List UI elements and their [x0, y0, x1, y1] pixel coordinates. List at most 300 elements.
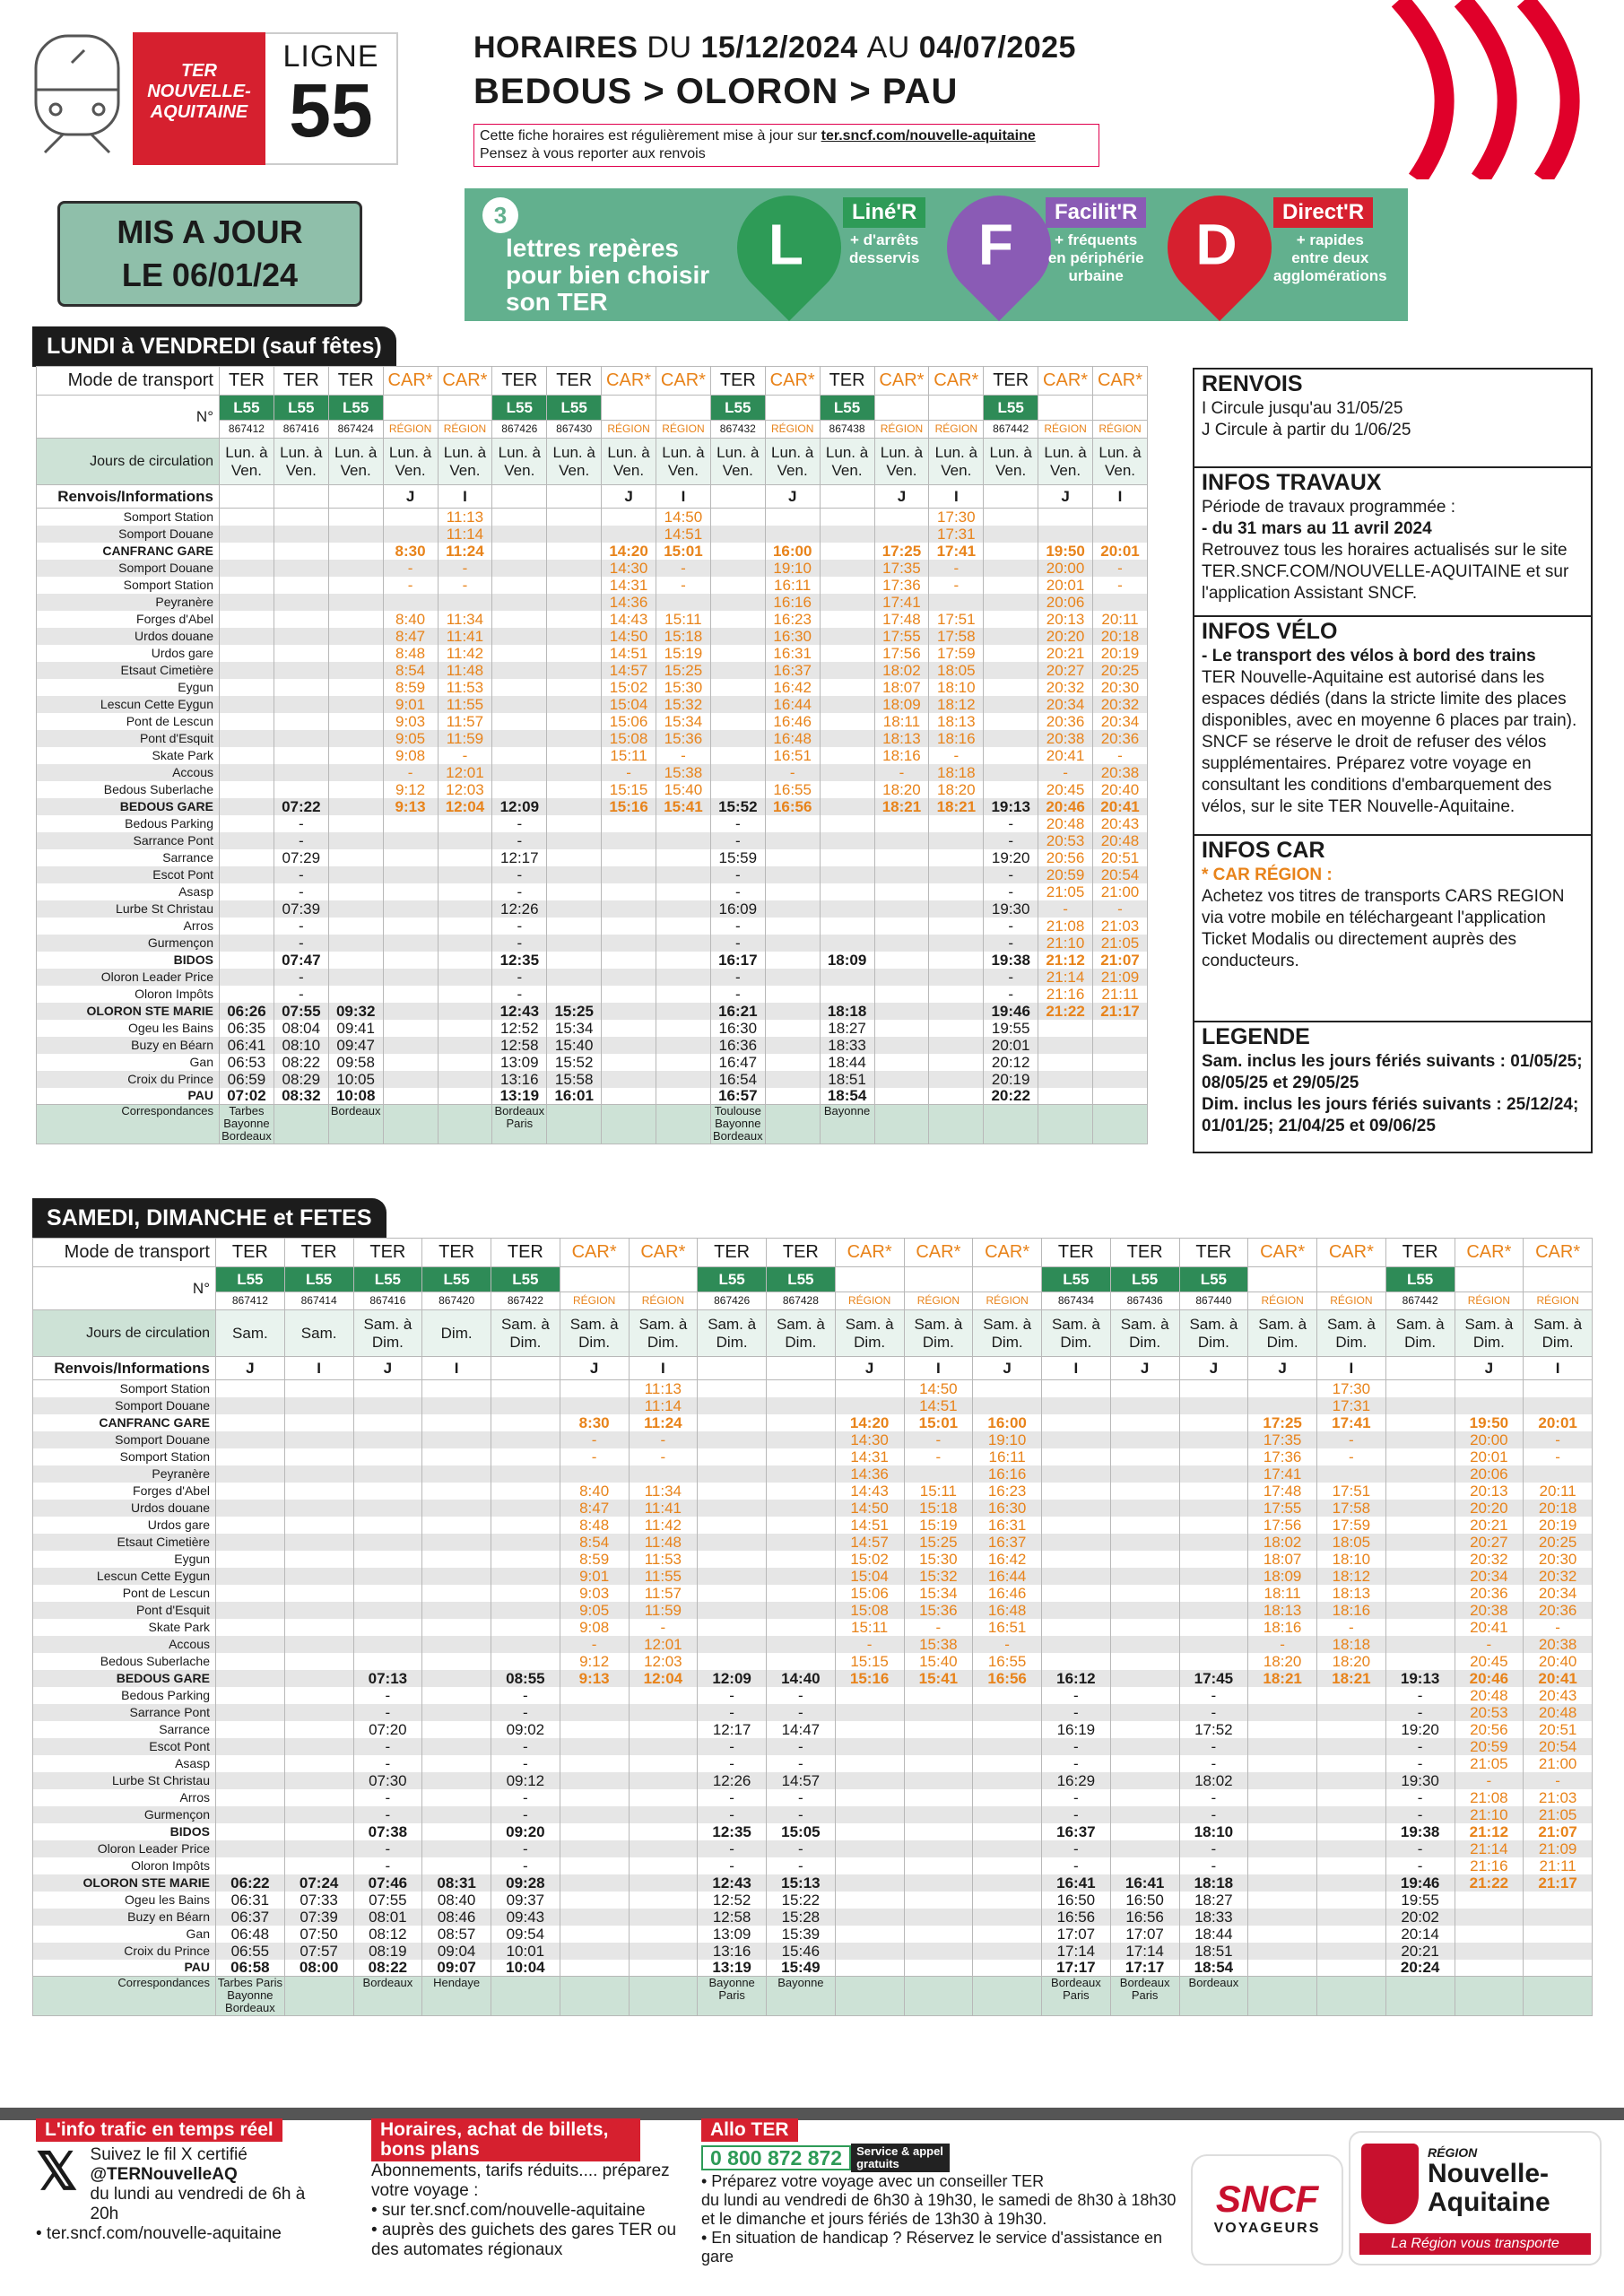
- stop-time: 14:51: [656, 526, 711, 543]
- stop-time: [929, 849, 984, 866]
- stop-time: [220, 662, 274, 679]
- stop-time: 20:46: [1038, 798, 1093, 815]
- stop-time: [767, 1500, 836, 1517]
- stop-time: [1248, 1857, 1317, 1874]
- stop-time: [560, 1926, 629, 1943]
- train-number: 867414: [284, 1292, 353, 1310]
- stop-time: [560, 1960, 629, 1977]
- stop-time: [284, 1823, 353, 1840]
- stop-time: 20:22: [984, 1088, 1038, 1105]
- stop-time: [874, 883, 929, 900]
- stop-time: [698, 1500, 767, 1517]
- stop-time: [547, 798, 602, 815]
- stop-time: 14:40: [767, 1670, 836, 1687]
- stop-time: [560, 1789, 629, 1806]
- stop-time: [1038, 1020, 1093, 1037]
- renvois-row-cell: [767, 1357, 836, 1380]
- stop-name: Urdos douane: [37, 628, 220, 645]
- stop-time: [422, 1687, 491, 1704]
- stop-time: [874, 815, 929, 832]
- stop-time: [1317, 1857, 1386, 1874]
- stop-time: 15:08: [835, 1602, 904, 1619]
- stop-time: [216, 1636, 285, 1653]
- stop-time: [284, 1619, 353, 1636]
- stop-time: -: [698, 1806, 767, 1823]
- stop-time: [973, 1823, 1042, 1840]
- stop-time: [328, 747, 383, 764]
- stop-time: [698, 1517, 767, 1534]
- stop-time: [491, 1517, 560, 1534]
- stop-name: Ogeu les Bains: [37, 1020, 220, 1037]
- stop-time: [1110, 1670, 1179, 1687]
- stop-time: [904, 1943, 973, 1960]
- line-cell: L55: [353, 1267, 422, 1292]
- stop-time: [973, 1806, 1042, 1823]
- stop-time: -: [1524, 1619, 1593, 1636]
- stop-name: Sarrance: [33, 1721, 216, 1738]
- directer-desc: entre deux: [1291, 249, 1369, 266]
- stop-time: 16:16: [765, 594, 820, 611]
- faciliter-label: [1046, 197, 1146, 285]
- stop-time: [383, 935, 438, 952]
- stop-time: 14:36: [602, 594, 656, 611]
- directer-desc: agglomérations: [1273, 267, 1387, 284]
- stop-time: [698, 1397, 767, 1414]
- stop-time: -: [1524, 1448, 1593, 1465]
- liner-desc: + d'arrêts: [850, 231, 919, 248]
- stop-time: 20:18: [1524, 1500, 1593, 1517]
- stop-time: [274, 730, 328, 747]
- stop-time: 13:16: [492, 1071, 547, 1088]
- stop-time: 20:48: [1524, 1704, 1593, 1721]
- stop-time: [216, 1704, 285, 1721]
- stop-time: [422, 1721, 491, 1738]
- stop-time: [1248, 1738, 1317, 1755]
- days-row-cell: Sam.: [216, 1310, 285, 1357]
- correspondances-row-cell: [491, 1977, 560, 2016]
- stop-time: -: [560, 1431, 629, 1448]
- mode-row: [37, 367, 1148, 396]
- stop-row: [33, 1397, 1593, 1414]
- mode-row-cell: CAR*: [383, 367, 438, 396]
- stop-time: [629, 1721, 698, 1738]
- stop-time: [547, 679, 602, 696]
- stop-time: [1317, 1465, 1386, 1483]
- stop-time: [422, 1551, 491, 1568]
- stop-time: -: [767, 1840, 836, 1857]
- stop-name: CANFRANC GARE: [37, 543, 220, 560]
- intro-line: lettres repères: [506, 234, 680, 262]
- stop-time: 18:21: [1317, 1670, 1386, 1687]
- ligne-badge: [265, 32, 398, 165]
- stop-time: [438, 1088, 492, 1105]
- stop-time: [216, 1431, 285, 1448]
- stop-time: 09:58: [328, 1054, 383, 1071]
- stop-time: 8:40: [383, 611, 438, 628]
- stop-time: [820, 662, 874, 679]
- stop-time: [904, 1874, 973, 1892]
- stop-time: 20:01: [1524, 1414, 1593, 1431]
- stop-time: 12:43: [698, 1874, 767, 1892]
- stop-time: 9:05: [560, 1602, 629, 1619]
- stop-time: 15:15: [835, 1653, 904, 1670]
- mode-row-cell: TER: [328, 367, 383, 396]
- stop-time: [353, 1568, 422, 1585]
- stop-time: 20:51: [1524, 1721, 1593, 1738]
- stop-time: [438, 849, 492, 866]
- stop-time: [767, 1431, 836, 1448]
- stop-time: 16:30: [765, 628, 820, 645]
- stop-time: [929, 986, 984, 1003]
- stop-time: [274, 526, 328, 543]
- stop-time: [698, 1585, 767, 1602]
- days-row-cell: Lun. à Ven.: [656, 439, 711, 485]
- stop-time: 8:47: [560, 1500, 629, 1517]
- stop-time: [765, 935, 820, 952]
- stop-time: 18:20: [929, 781, 984, 798]
- stop-name: Sarrance: [37, 849, 220, 866]
- stop-time: [973, 1380, 1042, 1397]
- stop-name: Buzy en Béarn: [37, 1037, 220, 1054]
- stop-row: [37, 935, 1148, 952]
- stop-row: [37, 1020, 1148, 1037]
- stop-time: [767, 1465, 836, 1483]
- stop-time: 9:12: [560, 1653, 629, 1670]
- liner-pin-icon: [716, 174, 863, 321]
- train-number: 867416: [274, 421, 328, 439]
- ter-logo: [133, 32, 265, 165]
- stop-time: [929, 1071, 984, 1088]
- phone-number[interactable]: 0 800 872 872: [701, 2145, 851, 2170]
- stop-row: [37, 1088, 1148, 1105]
- stop-time: [328, 849, 383, 866]
- stop-time: -: [1524, 1772, 1593, 1789]
- stop-time: [216, 1772, 285, 1789]
- stop-time: [698, 1465, 767, 1483]
- trafic-link[interactable]: • ter.sncf.com/nouvelle-aquitaine: [36, 2224, 282, 2243]
- stop-time: [220, 900, 274, 918]
- stop-time: 16:47: [710, 1054, 765, 1071]
- stop-time: [1042, 1483, 1111, 1500]
- correspondances-row-cell: [438, 1105, 492, 1144]
- train-number: 867442: [1385, 1292, 1455, 1310]
- stop-time: [1385, 1653, 1455, 1670]
- stop-time: [984, 645, 1038, 662]
- stop-time: [820, 645, 874, 662]
- stop-row: [37, 594, 1148, 611]
- stop-time: [874, 832, 929, 849]
- stop-time: [1038, 509, 1093, 526]
- stop-time: -: [767, 1687, 836, 1704]
- days-row-cell: Sam. à Dim.: [1385, 1310, 1455, 1357]
- stop-time: [904, 1857, 973, 1874]
- stop-row: [37, 798, 1148, 815]
- stop-row: [33, 1585, 1593, 1602]
- stop-name: Forges d'Abel: [33, 1483, 216, 1500]
- stop-time: [1248, 1789, 1317, 1806]
- stop-time: 07:39: [274, 900, 328, 918]
- stop-time: 07:39: [284, 1909, 353, 1926]
- stop-time: -: [1179, 1840, 1248, 1857]
- line-cell: [929, 396, 984, 421]
- stop-time: -: [438, 577, 492, 594]
- stop-time: [1093, 1088, 1148, 1105]
- stop-time: 18:16: [1248, 1619, 1317, 1636]
- stop-time: 17:55: [874, 628, 929, 645]
- stop-time: -: [492, 866, 547, 883]
- stop-time: [220, 577, 274, 594]
- update-note: [473, 124, 1099, 167]
- stop-time: [984, 696, 1038, 713]
- stop-time: 16:23: [765, 611, 820, 628]
- stop-time: 21:17: [1524, 1874, 1593, 1892]
- stop-time: 18:02: [1179, 1772, 1248, 1789]
- correspondances-row-cell: [560, 1977, 629, 2016]
- stop-time: 10:05: [328, 1071, 383, 1088]
- stop-time: 20:30: [1524, 1551, 1593, 1568]
- stop-time: 18:33: [820, 1037, 874, 1054]
- mode-row-cell: TER: [820, 367, 874, 396]
- stop-time: [874, 1088, 929, 1105]
- stop-time: [491, 1397, 560, 1414]
- stop-time: [353, 1448, 422, 1465]
- stop-time: [492, 679, 547, 696]
- stop-time: [904, 1687, 973, 1704]
- stop-time: 14:31: [602, 577, 656, 594]
- stop-time: 18:44: [1179, 1926, 1248, 1943]
- stop-time: -: [656, 577, 711, 594]
- stop-time: [984, 594, 1038, 611]
- stop-time: [383, 815, 438, 832]
- stop-time: [1038, 526, 1093, 543]
- stop-time: -: [383, 764, 438, 781]
- route-title: BEDOUS > OLORON > PAU: [473, 72, 959, 111]
- renvois-row-cell: [492, 485, 547, 509]
- stop-time: [438, 594, 492, 611]
- stop-time: [560, 1772, 629, 1789]
- stop-time: [629, 1806, 698, 1823]
- days-row-cell: Lun. à Ven.: [602, 439, 656, 485]
- stop-time: 08:40: [422, 1892, 491, 1909]
- note-link[interactable]: ter.sncf.com/nouvelle-aquitaine: [821, 128, 1036, 144]
- stop-time: [216, 1721, 285, 1738]
- stop-time: 17:31: [1317, 1397, 1386, 1414]
- stop-time: -: [1093, 900, 1148, 918]
- stop-time: 21:14: [1038, 969, 1093, 986]
- stop-time: [492, 781, 547, 798]
- stop-time: [353, 1517, 422, 1534]
- stop-time: [1110, 1517, 1179, 1534]
- stop-time: [216, 1397, 285, 1414]
- stop-time: [820, 764, 874, 781]
- stop-time: [1042, 1465, 1111, 1483]
- stop-time: [1179, 1448, 1248, 1465]
- stop-time: 11:24: [629, 1414, 698, 1431]
- stop-time: [1110, 1772, 1179, 1789]
- stop-time: [220, 815, 274, 832]
- mode-row-cell: CAR*: [973, 1239, 1042, 1267]
- stop-row: [33, 1909, 1593, 1926]
- stop-time: 20:21: [1385, 1943, 1455, 1960]
- stop-time: 20:48: [1093, 832, 1148, 849]
- weekday-timetable: [36, 366, 1148, 1144]
- stop-time: [560, 1465, 629, 1483]
- stop-time: 10:08: [328, 1088, 383, 1105]
- stop-time: [767, 1448, 836, 1465]
- stop-time: -: [874, 764, 929, 781]
- trafic-handle[interactable]: @TERNouvelleAQ: [90, 2165, 238, 2184]
- stop-time: [284, 1755, 353, 1772]
- stop-row: [37, 526, 1148, 543]
- stop-time: [438, 900, 492, 918]
- stop-time: [220, 645, 274, 662]
- stop-time: -: [1455, 1772, 1524, 1789]
- stop-time: [328, 543, 383, 560]
- stop-time: 12:09: [492, 798, 547, 815]
- stop-time: -: [560, 1636, 629, 1653]
- stop-time: 17:14: [1110, 1943, 1179, 1960]
- line-cell: L55: [492, 396, 547, 421]
- mode-row-cell: TER: [984, 367, 1038, 396]
- stop-time: -: [629, 1448, 698, 1465]
- stop-time: [698, 1431, 767, 1448]
- stop-time: [629, 1465, 698, 1483]
- stop-time: 20:06: [1455, 1465, 1524, 1483]
- train-number: 867428: [767, 1292, 836, 1310]
- stop-time: [1042, 1636, 1111, 1653]
- stop-time: [492, 594, 547, 611]
- stop-time: [629, 1857, 698, 1874]
- stop-time: [1385, 1585, 1455, 1602]
- renvois-row-cell: I: [1093, 485, 1148, 509]
- stop-time: -: [1455, 1636, 1524, 1653]
- stop-time: 21:16: [1038, 986, 1093, 1003]
- stop-time: 18:11: [874, 713, 929, 730]
- renvois-row-cell: J: [383, 485, 438, 509]
- stop-time: 19:38: [984, 952, 1038, 969]
- days-row-cell: Sam. à Dim.: [1317, 1310, 1386, 1357]
- stop-time: [698, 1636, 767, 1653]
- stop-time: [820, 849, 874, 866]
- stop-time: -: [767, 1755, 836, 1772]
- stop-time: 16:17: [710, 952, 765, 969]
- stop-time: [973, 1909, 1042, 1926]
- renvois-title: RENVOIS: [1202, 371, 1303, 396]
- mode-row-cell: TER: [353, 1239, 422, 1267]
- stop-time: -: [274, 832, 328, 849]
- stop-time: 15:49: [767, 1960, 836, 1977]
- stop-time: 16:41: [1110, 1874, 1179, 1892]
- stop-time: [353, 1380, 422, 1397]
- stop-time: 18:10: [1317, 1551, 1386, 1568]
- stop-time: [1317, 1960, 1386, 1977]
- stop-time: [492, 662, 547, 679]
- billets-link[interactable]: • sur ter.sncf.com/nouvelle-aquitaine: [371, 2201, 646, 2220]
- stop-time: 11:41: [438, 628, 492, 645]
- line-cell: L55: [767, 1267, 836, 1292]
- train-number: 867442: [984, 421, 1038, 439]
- stop-time: [929, 815, 984, 832]
- stop-time: [602, 832, 656, 849]
- stop-time: [547, 594, 602, 611]
- stop-row: [37, 781, 1148, 798]
- stop-time: [353, 1534, 422, 1551]
- stop-time: 18:16: [1317, 1602, 1386, 1619]
- stop-name: Skate Park: [33, 1619, 216, 1636]
- pin-letter: D: [1195, 212, 1238, 277]
- stop-time: 16:30: [710, 1020, 765, 1037]
- stop-time: -: [1248, 1636, 1317, 1653]
- num-row: [33, 1292, 1593, 1310]
- stop-time: [438, 1020, 492, 1037]
- line-cell: [1093, 396, 1148, 421]
- stop-time: 20:45: [1038, 781, 1093, 798]
- stop-time: [284, 1465, 353, 1483]
- stop-time: [835, 1687, 904, 1704]
- stop-time: [767, 1551, 836, 1568]
- renvois-row-cell: I: [1317, 1357, 1386, 1380]
- stop-time: 21:05: [1093, 935, 1148, 952]
- stop-time: -: [1385, 1738, 1455, 1755]
- stop-time: [492, 764, 547, 781]
- stop-time: 15:11: [835, 1619, 904, 1636]
- stop-time: -: [491, 1857, 560, 1874]
- renvois-row-cell: [274, 485, 328, 509]
- mode-row-cell: CAR*: [929, 367, 984, 396]
- stop-time: [1317, 1840, 1386, 1857]
- stop-time: [710, 730, 765, 747]
- stop-time: [765, 1088, 820, 1105]
- stop-time: 17:56: [1248, 1517, 1317, 1534]
- stop-row: [37, 866, 1148, 883]
- stop-time: 21:09: [1524, 1840, 1593, 1857]
- train-number: RÉGION: [874, 421, 929, 439]
- mode-row-cell: TER: [491, 1239, 560, 1267]
- update-badge: [57, 201, 362, 307]
- stop-time: [767, 1602, 836, 1619]
- stop-name: Etsaut Cimetière: [37, 662, 220, 679]
- stop-time: [274, 645, 328, 662]
- stop-time: -: [629, 1619, 698, 1636]
- stop-time: 16:30: [973, 1500, 1042, 1517]
- stop-time: [929, 832, 984, 849]
- stop-time: 06:55: [216, 1943, 285, 1960]
- stop-time: 09:47: [328, 1037, 383, 1054]
- page-title: [473, 30, 1076, 65]
- stop-time: 20:38: [1455, 1602, 1524, 1619]
- stop-time: [353, 1653, 422, 1670]
- stop-time: -: [656, 560, 711, 577]
- stop-time: [328, 645, 383, 662]
- stop-time: 20:01: [984, 1037, 1038, 1054]
- days-row-cell: Sam. à Dim.: [698, 1310, 767, 1357]
- renvois-row-cell: J: [1110, 1357, 1179, 1380]
- stop-time: 15:40: [904, 1653, 973, 1670]
- stop-time: [820, 730, 874, 747]
- stop-time: 11:34: [629, 1483, 698, 1500]
- days-row-label: Jours de circulation: [37, 439, 220, 485]
- stop-time: 09:41: [328, 1020, 383, 1037]
- stop-time: [765, 900, 820, 918]
- stop-time: 21:22: [1455, 1874, 1524, 1892]
- stop-name: BIDOS: [37, 952, 220, 969]
- renvois-row-cell: J: [1179, 1357, 1248, 1380]
- stop-time: [1248, 1840, 1317, 1857]
- stop-time: 18:02: [1248, 1534, 1317, 1551]
- car-title: INFOS CAR: [1202, 838, 1325, 863]
- train-number: 867420: [422, 1292, 491, 1310]
- stop-time: 08:01: [353, 1909, 422, 1926]
